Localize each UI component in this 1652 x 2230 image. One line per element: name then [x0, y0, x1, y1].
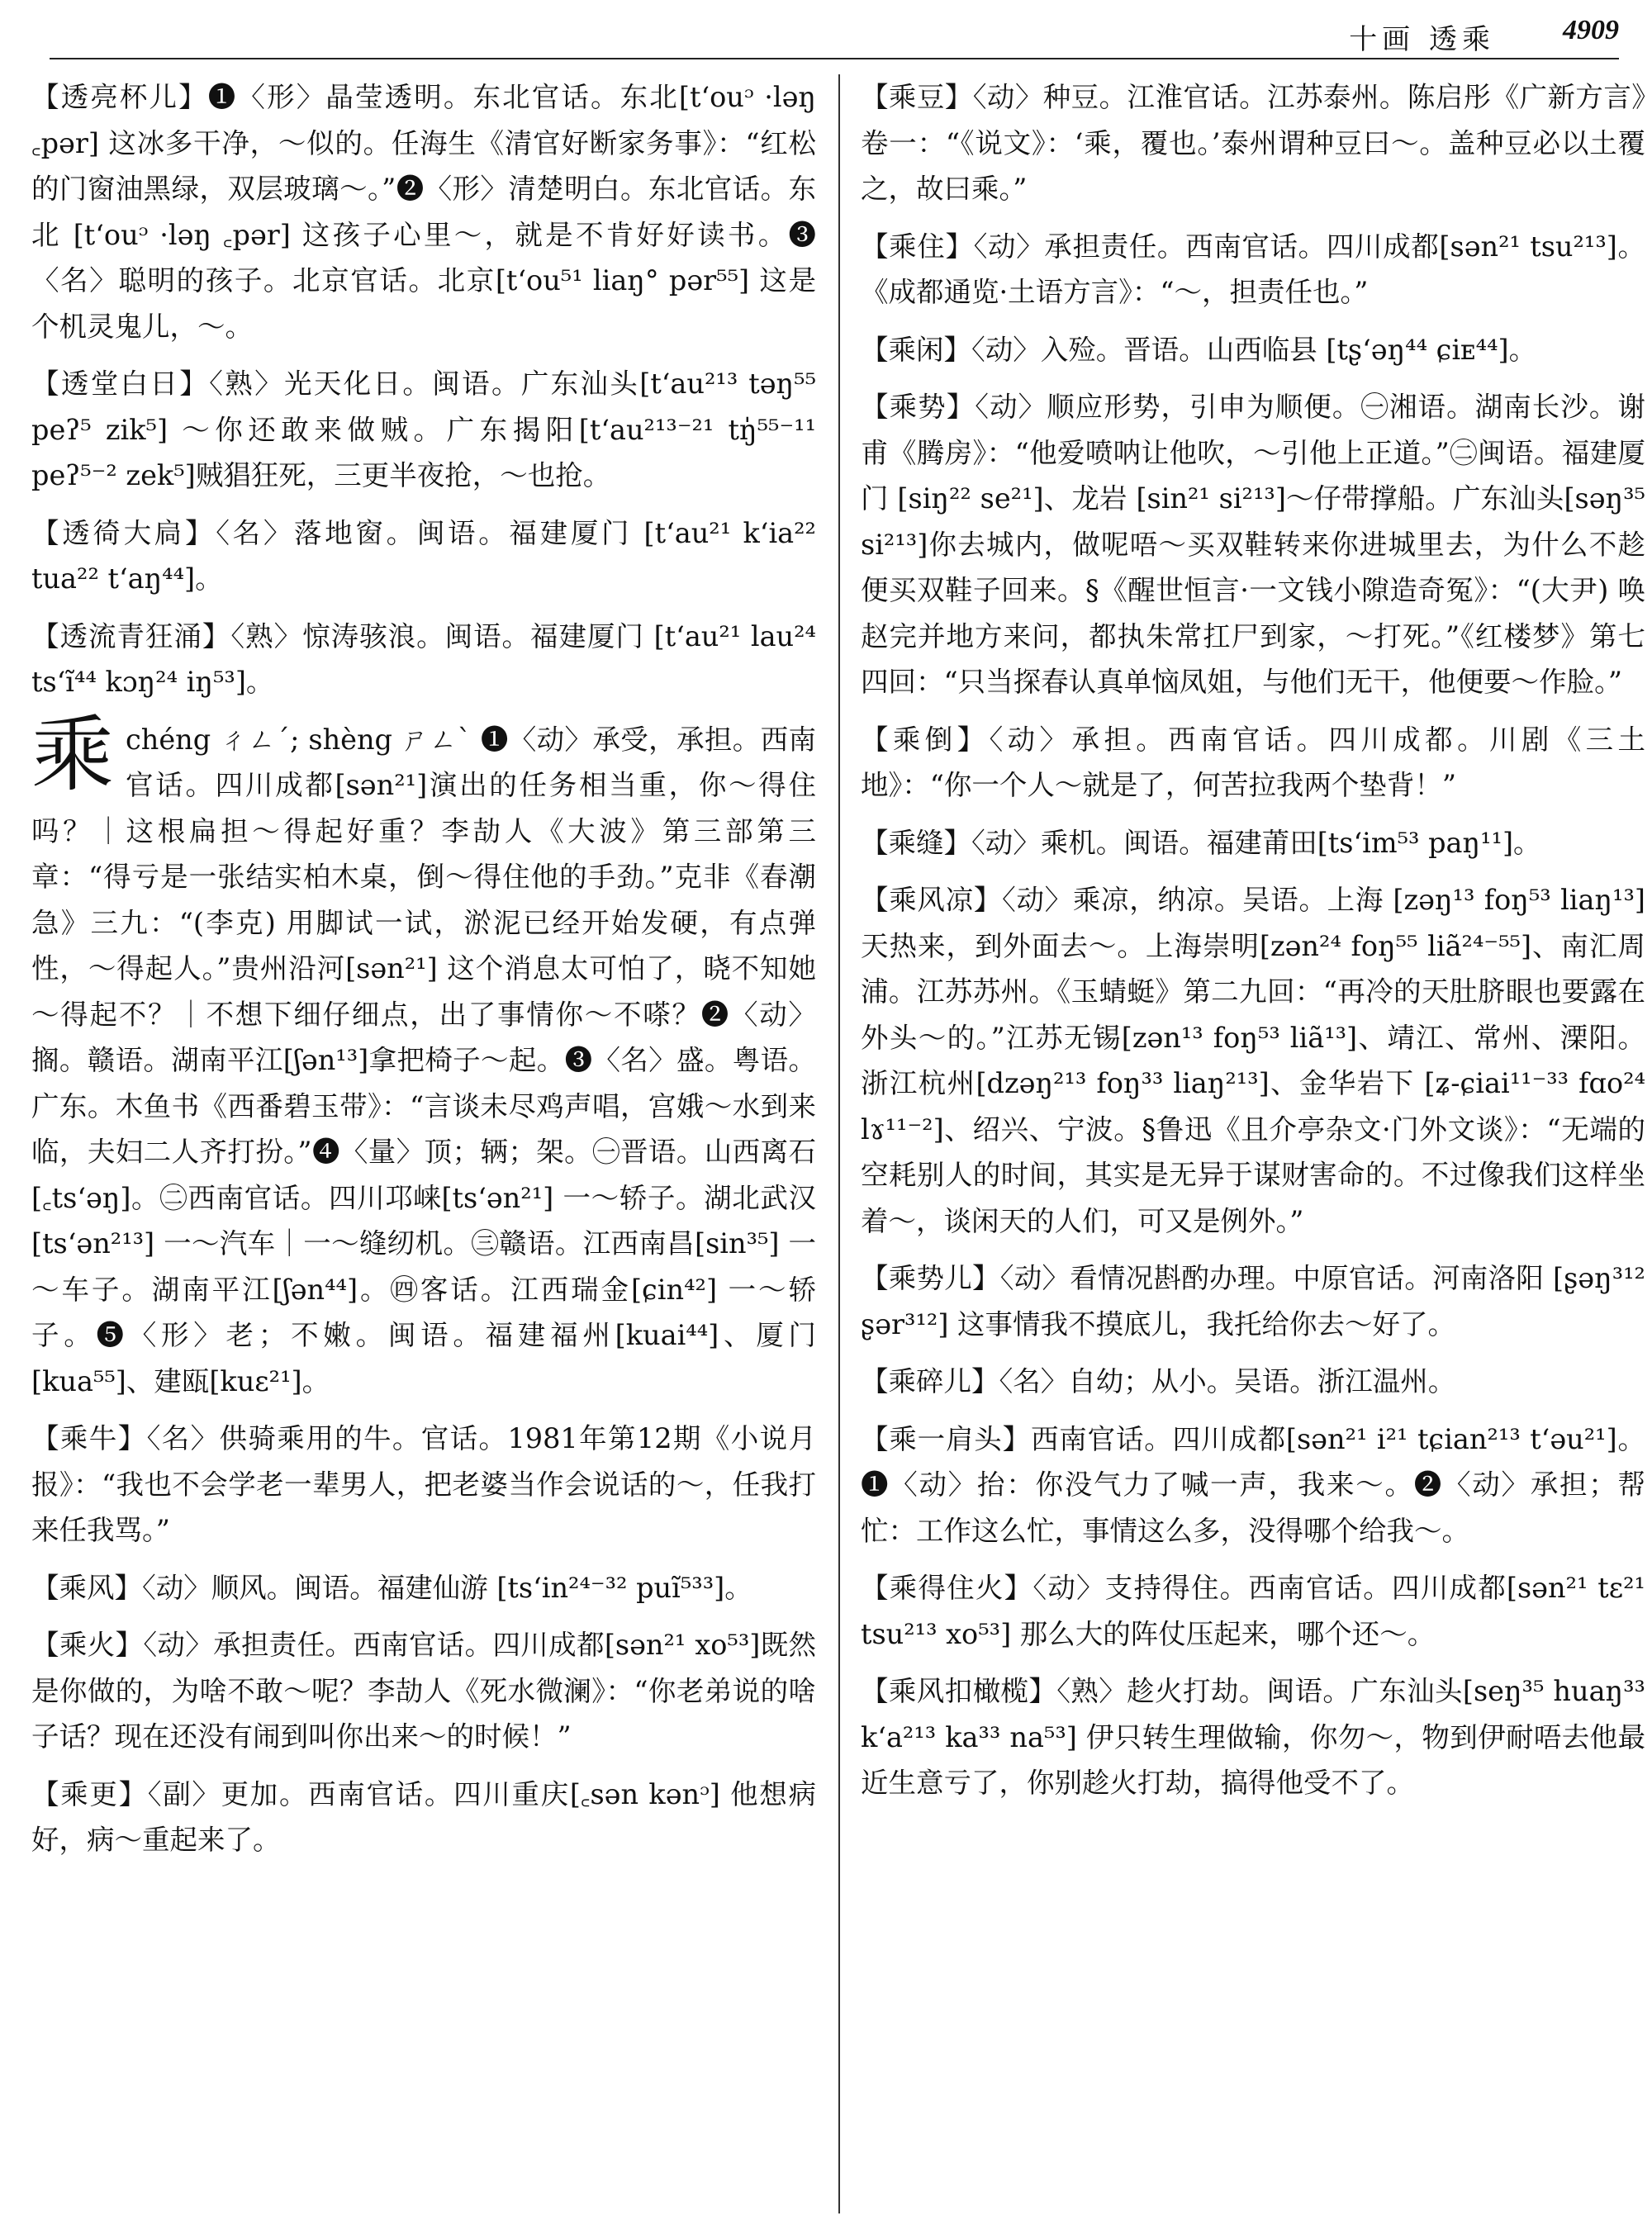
dictionary-entry: 【乘倒】〈动〉承担。西南官话。四川成都。川剧《三土地》：“你一个人～就是了，何苦拉我两个垫背！” [861, 723, 1645, 801]
right-column [861, 74, 1645, 1818]
header-section-title: 十画 透乘 [1349, 23, 1495, 56]
head-character-definition: chéng ㄔㄥˊ; shèng ㄕㄥˋ ❶〈动〉承受，承担。西南官话。四川成都[sən²¹]演出的任务相当重，你～得住吗？｜这根扁担～得起好重？李劼人《大波》第三部第三章：“得亏是一张结实柏木桌，倒～得住他的手劲。”克非《春潮急》三九：“(李克) 用脚试一试，淤泥已经开始发硬，有点弹性，～得起人。”贵州沿河[sən²¹] 这个消息太可怕了，晓不知她～得起不？｜不想下细仔细点，出了事情你～不嗏？❷〈动〉搁。赣语。湖南平江[ʃən¹³]拿把椅子～起。❸〈名〉盛。粤语。广东。木鱼书《西番碧玉带》：“言谈未尽鸡声唱，宫娥～水到来临，夫妇二人齐打扮。”❹〈量〉顶；辆；架。㊀晋语。山西离石 [꜀tsʻəŋ]。㊁西南官话。四川邛崃[tsʻən²¹] 一～轿子。湖北武汉[tsʻən²¹³] 一～汽车｜一～缝纫机。㊂赣语。江西南昌[sin³⁵] 一～车子。湖南平江[ʃən⁴⁴]。㊃客话。江西瑞金[ɕin⁴²] 一～轿子。❺〈形〉老；不嫩。闽语。福建福州[kuai⁴⁴]、厦门[kua⁵⁵]、建瓯[kuɛ²¹]。 [31, 723, 816, 1397]
dictionary-entry: 【乘豆】〈动〉种豆。江淮官话。江苏泰州。陈启彤《广新方言》卷一：“《说文》：‘乘，覆也。’泰州谓种豆曰～。盖种豆必以土覆之，故曰乘。” [861, 81, 1645, 205]
dictionary-entry: 【乘碎儿】〈名〉自幼；从小。吴语。浙江温州。 [861, 1365, 1456, 1397]
dictionary-entry: 【乘住】〈动〉承担责任。西南官话。四川成都[sən²¹ tsu²¹³]。《成都通览·土语方言》：“～，担责任也。” [861, 230, 1645, 308]
dictionary-entry: 【乘势】〈动〉顺应形势，引申为顺便。㊀湘语。湖南长沙。谢甫《腾房》：“他爱喷呐让他吹，～引他上正道。”㊁闽语。福建厦门 [siŋ²² se²¹]、龙岩 [sin²¹ si²¹³]～仔带撑船。广东汕头[səŋ³⁵ si²¹³]你去城内，做呢唔～买双鞋转来你进城里去，为什么不趁便买双鞋子回来。§《醒世恒言·一文钱小隙造奇冤》：“(大尹) 唤赵完并地方来问，都执朱常扛尸到家，～打死。”《红楼梦》第七四回：“只当探春认真单恼凤姐，与他们无干，他便要～作脸。” [861, 391, 1645, 698]
column-divider [838, 74, 840, 2213]
dictionary-entry: 【透徛大扃】〈名〉落地窗。闽语。福建厦门 [tʻau²¹ kʻia²² tua²² tʻaŋ⁴⁴]。 [31, 516, 816, 595]
dictionary-entry: 【乘更】〈副〉更加。西南官话。四川重庆[꜀sən kənᵓ] 他想病好，病～重起来了。 [31, 1777, 816, 1856]
dictionary-entry: 【乘风】〈动〉顺风。闽语。福建仙游 [tsʻin²⁴⁻³² puĩ⁵³³]。 [31, 1571, 752, 1604]
dictionary-entry: 【透流青狂涌】〈熟〉惊涛骇浪。闽语。福建厦门 [tʻau²¹ lau²⁴ tsʻĩ⁴⁴ kɔŋ²⁴ iŋ⁵³]。 [31, 619, 816, 698]
dictionary-entry: 【乘火】〈动〉承担责任。西南官话。四川成都[sən²¹ xo⁵³]既然是你做的，为啥不敢～呢？李劼人《死水微澜》：“你老弟说的啥子话？现在还没有闹到叫你出来～的时候！” [31, 1629, 816, 1753]
dictionary-entry: 【乘牛】〈名〉供骑乘用的牛。官话。1981年第12期《小说月报》：“我也不会学老一辈男人，把老婆当作会说话的～，任我打来任我骂。” [31, 1422, 816, 1546]
dictionary-entry: 【乘闲】〈动〉入殓。晋语。山西临县 [tʂʻəŋ⁴⁴ ɕiᴇ⁴⁴]。 [861, 333, 1537, 366]
head-character-entry [31, 705, 816, 1405]
dictionary-entry: 【乘势儿】〈动〉看情况斟酌办理。中原官话。河南洛阳 [ʂəŋ³¹² ʂər³¹²] 这事情我不摸底儿，我托给你去～好了。 [861, 1262, 1645, 1340]
left-column [31, 74, 816, 1875]
dictionary-entry: 【乘缝】〈动〉乘机。闽语。福建莆田[tsʻim⁵³ paŋ¹¹]。 [861, 826, 1541, 859]
head-character: 乘 [31, 705, 114, 803]
dictionary-entry: 【乘风扣橄榄】〈熟〉趁火打劫。闽语。广东汕头[seŋ³⁵ huaŋ³³ kʻa²¹³ ka³³ na⁵³] 伊只转生理做输，你勿～，物到伊耐唔去他最近生意亏了，你别趁火打劫，搞得他受不了。 [861, 1675, 1645, 1799]
page-number: 4909 [1563, 15, 1619, 45]
page-header [50, 10, 1619, 59]
dictionary-entry: 【乘风凉】〈动〉乘凉，纳凉。吴语。上海 [zəŋ¹³ foŋ⁵³ liaŋ¹³] 天热来，到外面去～。上海崇明[zən²⁴ foŋ⁵⁵ liã²⁴⁻⁵⁵]、南汇周浦。江苏苏州。《玉蜻蜓》第二九回：“再冷的天肚脐眼也要露在外头～的。”江苏无锡[zən¹³ foŋ⁵³ liã¹³]、靖江、常州、溧阳。浙江杭州[dzəŋ²¹³ foŋ³³ liaŋ²¹³]、金华岩下 [ʑ-ɕiai¹¹⁻³³ fɑo²⁴ lɤ¹¹⁻²]、绍兴、宁波。§鲁迅《且介亭杂文·门外文谈》：“无端的空耗别人的时间，其实是无异于谋财害命的。不过像我们这样坐着～，谈闲天的人们，可又是例外。” [861, 884, 1645, 1237]
dictionary-entry: 【透堂白日】〈熟〉光天化日。闽语。广东汕头[tʻau²¹³ təŋ⁵⁵ peʔ⁵ zik⁵] ～你还敢来做贼。广东揭阳[tʻau²¹³⁻²¹ tŋ̍⁵⁵⁻¹¹ peʔ⁵⁻² zek⁵]贼猖狂死，三更半夜抢，～也抢。 [31, 368, 816, 491]
dictionary-entry: 【乘一肩头】西南官话。四川成都[sən²¹ i²¹ tɕian²¹³ tʻəu²¹]。❶〈动〉抬：你没气力了喊一声，我来～。❷〈动〉承担；帮忙：工作这么忙，事情这么多，没得哪个给我～。 [861, 1422, 1645, 1547]
dictionary-entry: 【乘得住火】〈动〉支持得住。西南官话。四川成都[sən²¹ tɛ²¹ tsu²¹³ xo⁵³] 那么大的阵仗压起来，哪个还～。 [861, 1572, 1645, 1650]
dictionary-entry: 【透亮杯儿】❶〈形〉晶莹透明。东北官话。东北[tʻouᵓ ·ləŋ ꜀pər] 这冰多干净，～似的。任海生《清官好断家务事》：“红松的门窗油黑绿，双层玻璃～。”❷〈形〉清楚明白。东北官话。东北 [tʻouᵓ ·ləŋ ꜀pər] 这孩子心里～，就是不肯好好读书。❸〈名〉聪明的孩子。北京官话。北京[tʻou⁵¹ liaŋ° pər⁵⁵] 这是个机灵鬼儿，～。 [31, 81, 816, 343]
